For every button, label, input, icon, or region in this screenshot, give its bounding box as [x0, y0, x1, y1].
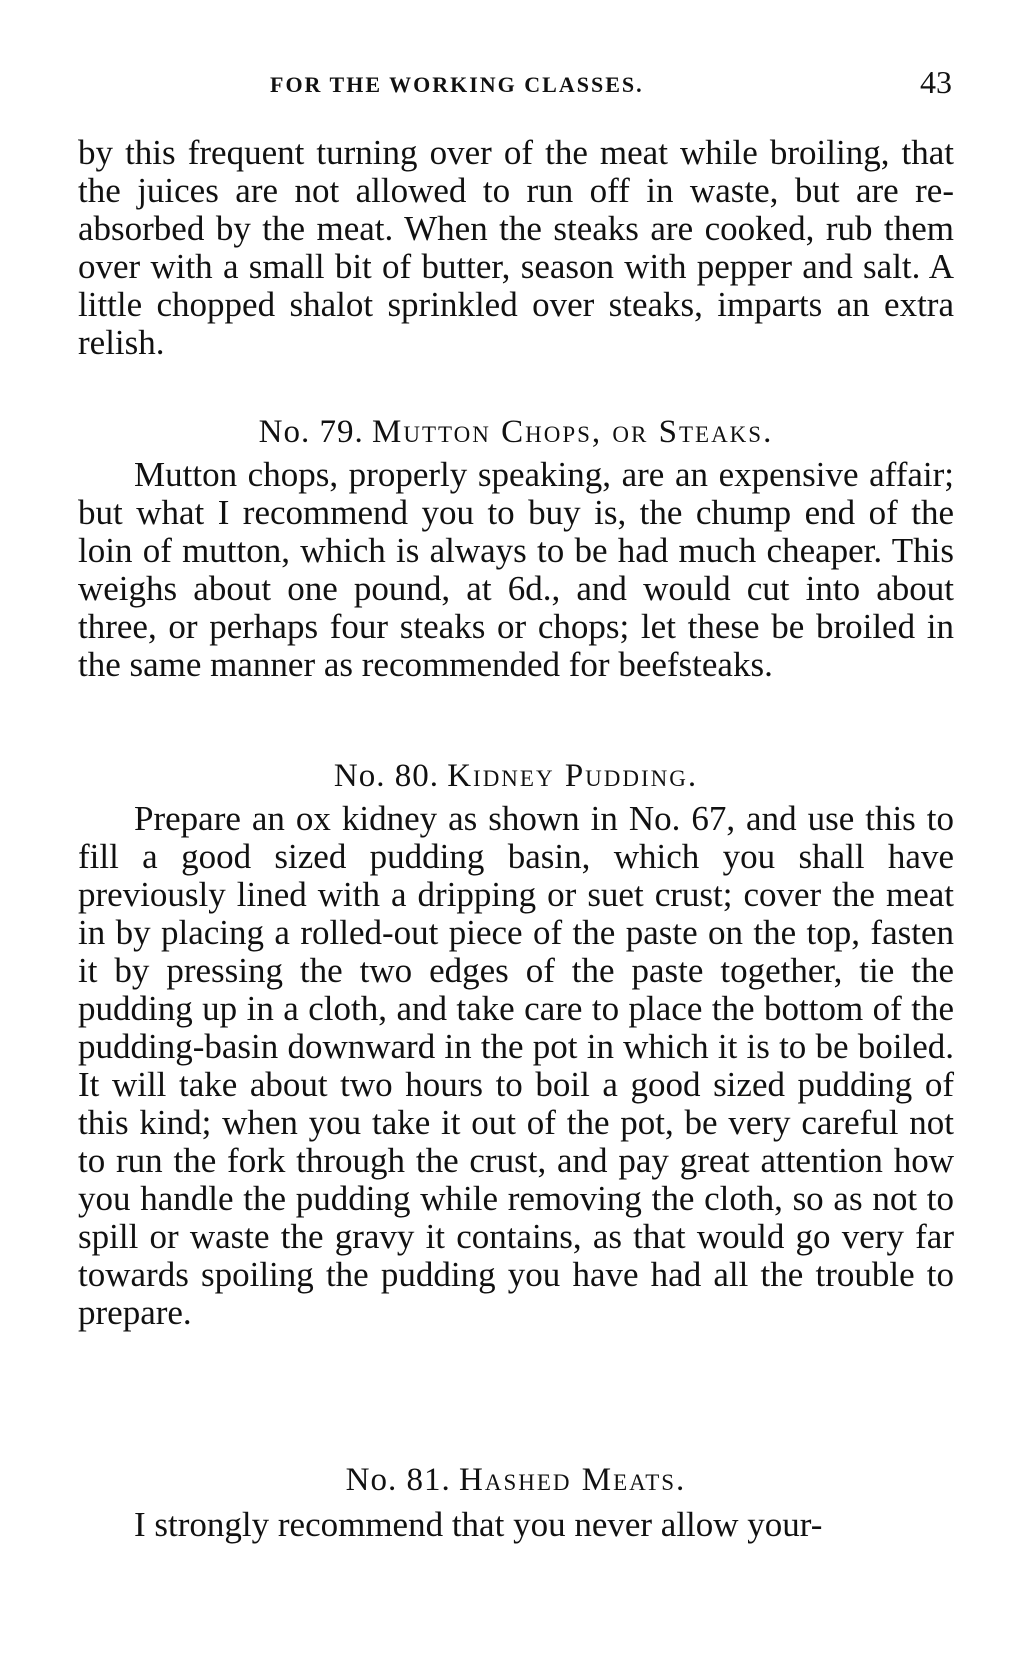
page-number: 43	[920, 64, 952, 100]
recipe-heading-80	[78, 756, 954, 796]
continued-paragraph: by this frequent turning over of the meat while broiling, that the juices are not allowed to run off in waste, but are re-absorbed by the meat. When the steaks are cooked, rub them over with a small bit of butter, season with pepper and salt. A little chopped shalot sprinkled over steaks, imparts an extra relish.	[78, 133, 954, 362]
running-title: FOR THE WORKING CLASSES.	[270, 72, 644, 97]
recipe-heading-81	[78, 1460, 954, 1500]
recipe-paragraph-79: Mutton chops, properly speaking, are an expensive affair; but what I recommend you to buy is, the chump end of the loin of mutton, which is always to be had much cheaper. This weighs about one pound, at 6d., and would cut into about three, or perhaps four steaks or chops; let these be broiled in the same manner as recommended for beefsteaks.	[78, 455, 954, 684]
recipe-number: No. 79.	[258, 414, 364, 450]
running-head	[80, 64, 960, 104]
recipe-title: Hashed Meats.	[459, 1462, 687, 1498]
recipe-title: Kidney Pudding.	[447, 758, 699, 794]
recipe-title: Mutton Chops, or Steaks.	[372, 414, 774, 450]
recipe-number: No. 80.	[333, 758, 439, 794]
recipe-heading-79	[78, 412, 954, 452]
recipe-number: No. 81.	[345, 1462, 451, 1498]
recipe-paragraph-80: Prepare an ox kidney as shown in No. 67, and use this to fill a good sized pudding basin, which you shall have previously lined with a dripping or suet crust; cover the meat in by placing a rolled-out piece of the paste on the top, fasten it by pressing the two edges of the paste together, tie the pudding up in a cloth, and take care to place the bottom of the pudding-basin downward in the pot in which it is to be boiled. It will take about two hours to boil a good sized pudding of this kind; when you take it out of the pot, be very careful not to run the fork through the crust, and pay great attention how you handle the pudding while removing the cloth, so as not to spill or waste the gravy it contains, as that would go very far towards spoiling the pudding you have had all the trouble to prepare.	[78, 799, 954, 1332]
recipe-paragraph-81: I strongly recommend that you never allow your-	[134, 1505, 823, 1544]
